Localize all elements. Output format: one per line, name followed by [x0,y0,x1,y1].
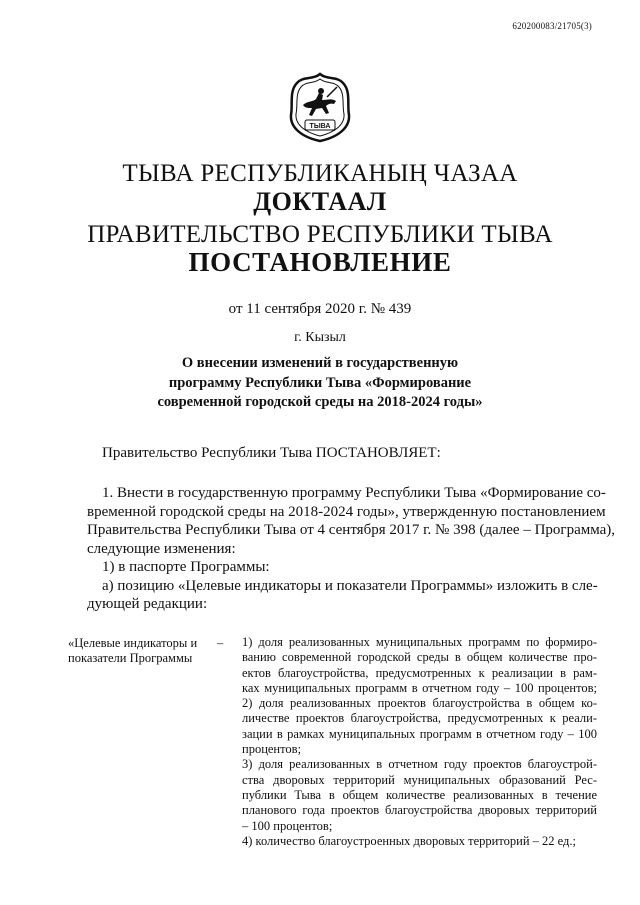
paragraph-line: 1. Внести в государственную программу Республики Тыва «Формирование со- [102,485,606,501]
indicator-line: 4) количество благоустроенных дворовых территорий – 22 ед.; [242,833,576,848]
tuva-coat-of-arms-icon [287,71,353,143]
table-right-column [242,635,597,849]
document-code: 620200083/21705(3) [512,21,592,31]
indicator-line: ектов благоустройства, предусмотренных к реализации в рам- [242,665,597,680]
indicator-line: ванию современной городской среды в общем количестве про- [242,650,597,665]
russian-government-heading: ПРАВИТЕЛЬСТВО РЕСПУБЛИКИ ТЫВА [87,221,553,248]
indicator-label-line: «Целевые индикаторы и [68,636,198,650]
title-line: программу Республики Тыва «Формирование [168,374,472,391]
paragraph-1 [87,484,616,614]
tuva-document-type: ДОКТААЛ [253,187,387,216]
indicator-line: планового года проектов благоустройства дворовых территорий [242,803,597,818]
russian-document-type: ПОСТАНОВЛЕНИЕ [188,247,452,277]
date-line: от 11 сентября 2020 г. № 439 [228,301,412,317]
indicator-line: личестве проектов благоустройства, предусмотренных к реали- [242,711,597,726]
indicator-line: 1) доля реализованных муниципальных программ по формиро- [242,635,597,649]
table-dash: – [217,636,224,650]
title-line: О внесении изменений в государственную [181,355,459,371]
item-a-line: а) позицию «Целевые индикаторы и показатели Программы» изложить в сле- [102,577,598,594]
item-1: 1) в паспорте Программы: [102,559,270,575]
indicator-line: 2) доля реализованных проектов благоустройства в общем ко- [242,696,597,711]
indicator-label-line: показатели Программы [68,651,193,665]
decree-statement: Правительство Республики Тыва ПОСТАНОВЛЯЕТ: [102,445,441,461]
indicator-line: процентов; [242,742,302,757]
indicator-line: ках муниципальных программ в отчетном году – 100 процентов; [242,680,597,695]
title-line: современной городской среды на 2018-2024 годы» [157,394,483,410]
indicator-line: публики Тыва в общем количестве реализованных в течение [242,787,597,802]
table-left-column [68,636,238,666]
item-a-line: дующей редакции: [87,596,208,612]
document-title [0,354,640,413]
indicator-line: 3) доля реализованных в отчетном году проектов благоустрой- [242,757,597,772]
tuva-government-heading: ТЫВА РЕСПУБЛИКАНЫҢ ЧАЗАА [122,160,518,187]
paragraph-line: Правительства Республики Тыва от 4 сентября 2017 г. № 398 (далее – Программа), [87,522,616,538]
indicator-line: ства дворовых территорий муниципальных образований Рес- [242,772,597,787]
emblem-label: ТЫВА [309,123,331,130]
paragraph-line: следующие изменения: [87,540,236,557]
city: г. Кызыл [294,330,346,345]
indicator-line: зации в рамках муниципальных программ в отчетном году – 100 [242,726,597,741]
paragraph-line: временной городской среды на 2018-2024 годы», утвержденную постановлением [87,503,606,520]
indicator-line: – 100 процентов; [242,818,333,833]
